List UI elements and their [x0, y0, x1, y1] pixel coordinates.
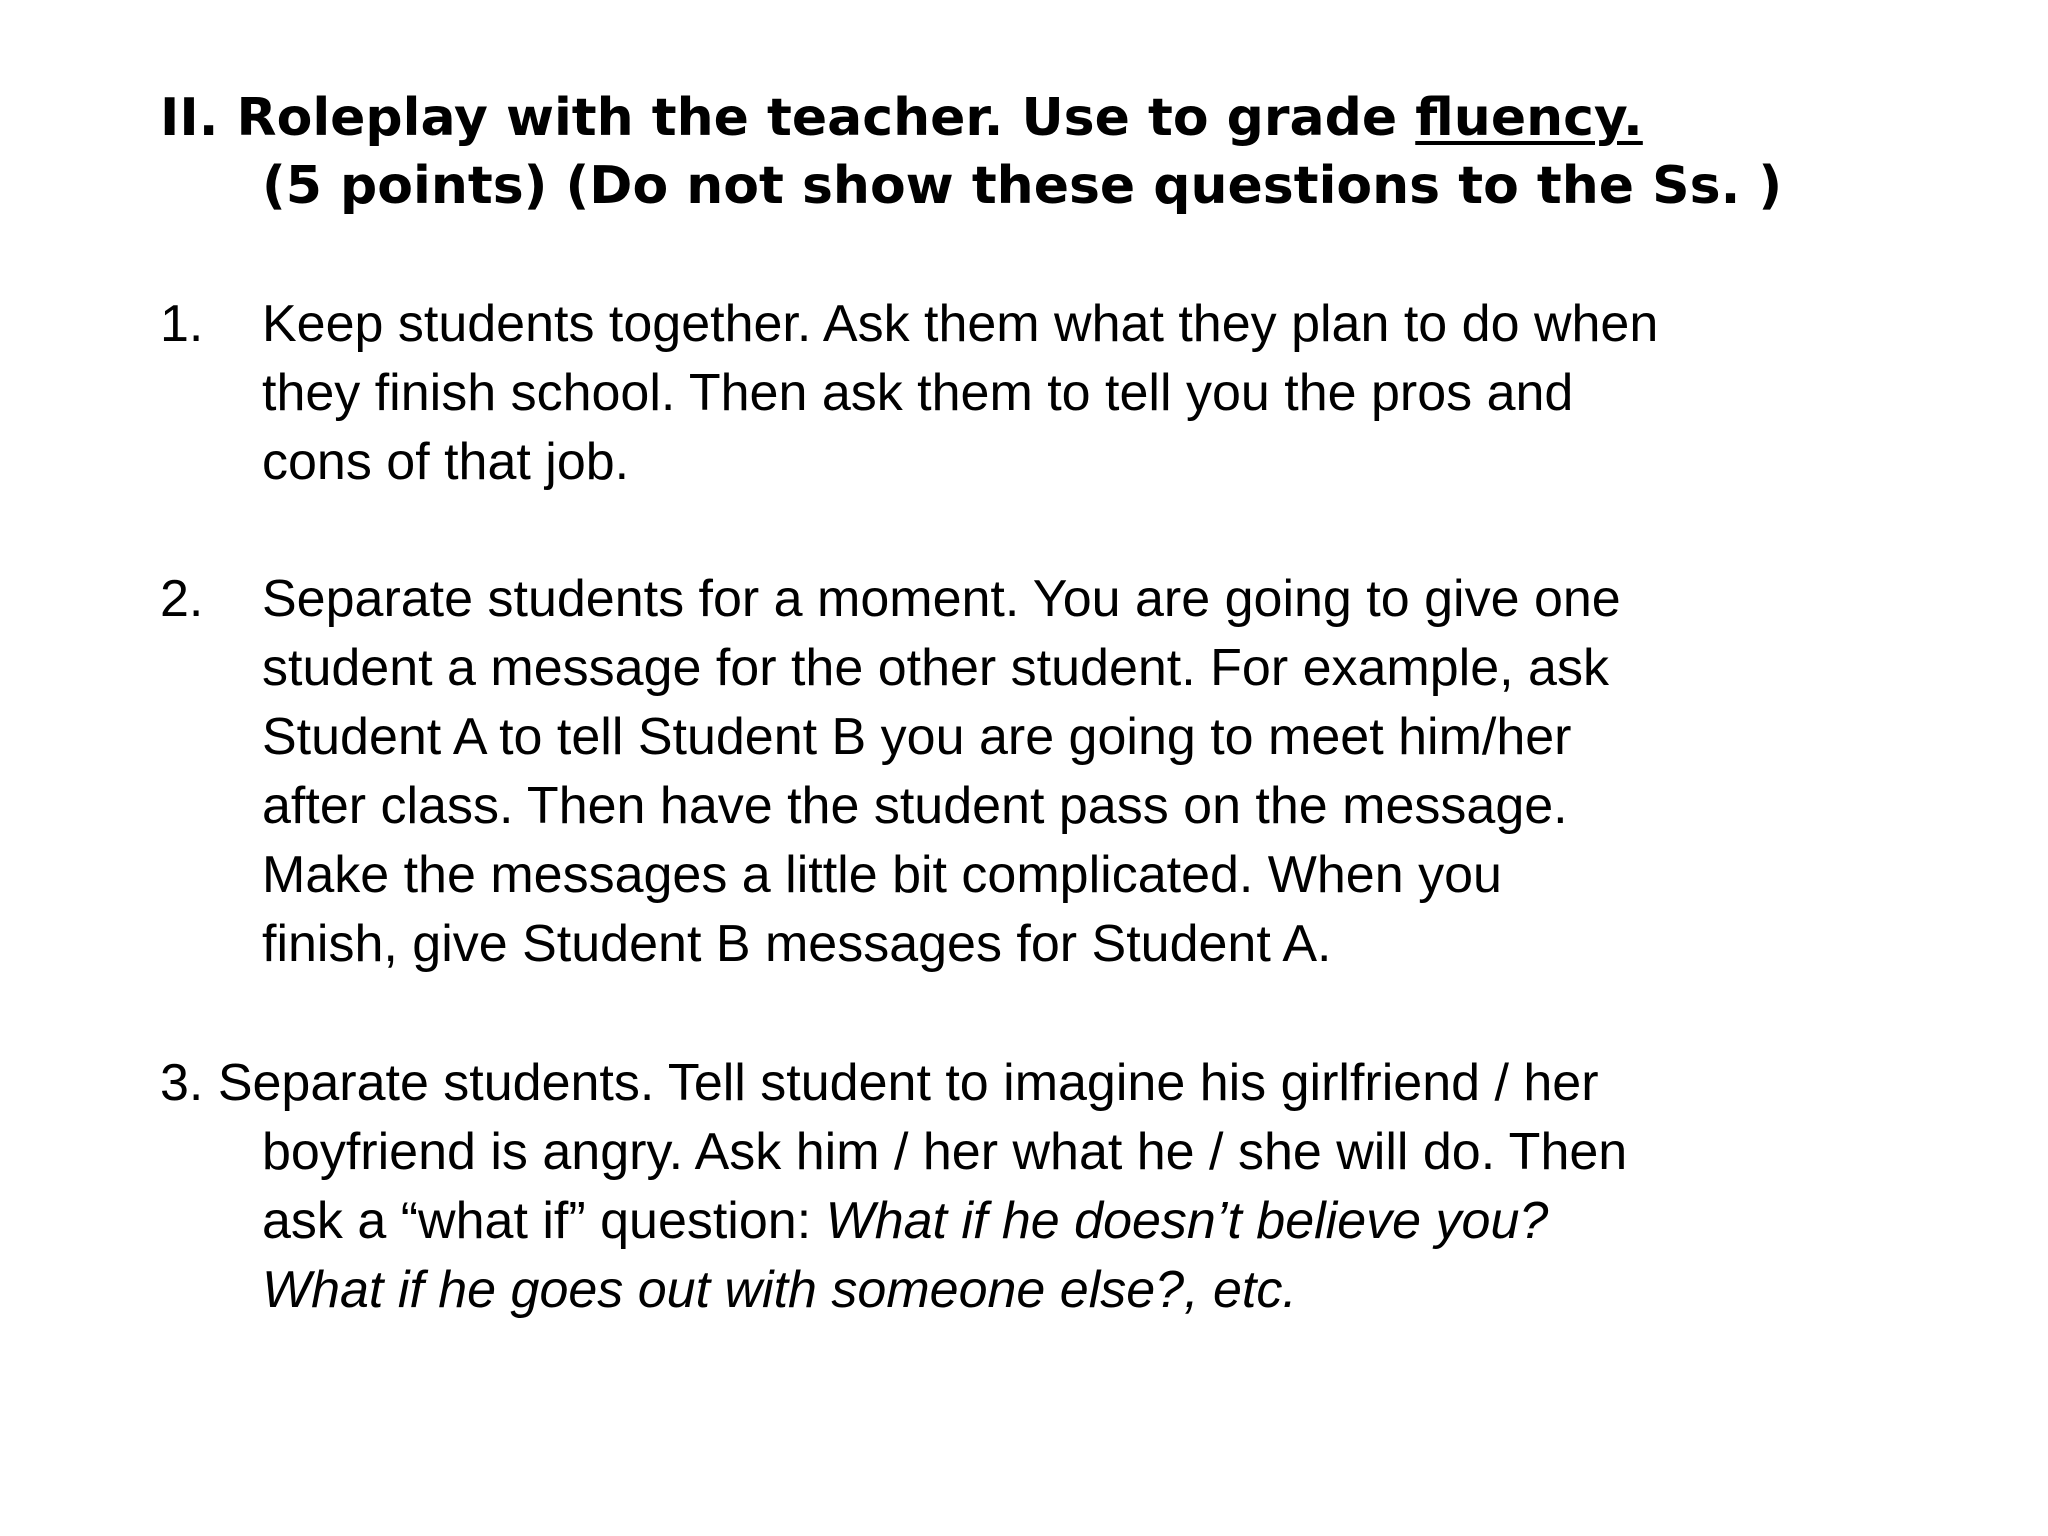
item-2-text	[262, 565, 1621, 979]
item-3-first-line: 3. Separate students. Tell student to imagine his girlfriend / her	[160, 1054, 1599, 1112]
item-1-line: cons of that job.	[262, 433, 630, 491]
item-1-number: 1.	[160, 295, 204, 353]
item-2-line: after class. Then have the student pass on the message.	[262, 777, 1568, 835]
item-2-line: Make the messages a little bit complicated. When you	[262, 846, 1502, 904]
item-3-question-italic: What if he doesn’t believe you?	[825, 1192, 1549, 1250]
heading-underlined-word: fluency.	[1415, 88, 1643, 148]
item-2-line: Student A to tell Student B you are going to meet him/her	[262, 708, 1572, 766]
item-2-line: student a message for the other student. For example, ask	[262, 639, 1609, 697]
item-3-text	[262, 1118, 1627, 1325]
item-2-line: finish, give Student B messages for Student A.	[262, 915, 1332, 973]
item-3-question-prefix: ask a “what if” question:	[262, 1192, 826, 1250]
item-3-question-line	[262, 1187, 1627, 1256]
item-1-text	[262, 290, 1658, 497]
item-2-number: 2.	[160, 570, 204, 628]
item-3-question-italic-2: What if he goes out with someone else?, etc.	[262, 1261, 1297, 1319]
item-1-line: Keep students together. Ask them what they plan to do when	[262, 295, 1659, 353]
heading-text: II. Roleplay with the teacher. Use to grade	[160, 88, 1416, 148]
section-subheading: (5 points) (Do not show these questions to the Ss. )	[262, 156, 1783, 216]
item-2-line: Separate students for a moment. You are going to give one	[262, 570, 1621, 628]
section-heading	[160, 84, 1643, 152]
item-1-line: they finish school. Then ask them to tell you the pros and	[262, 364, 1574, 422]
item-3-line: boyfriend is angry. Ask him / her what he / she will do. Then	[262, 1123, 1628, 1181]
